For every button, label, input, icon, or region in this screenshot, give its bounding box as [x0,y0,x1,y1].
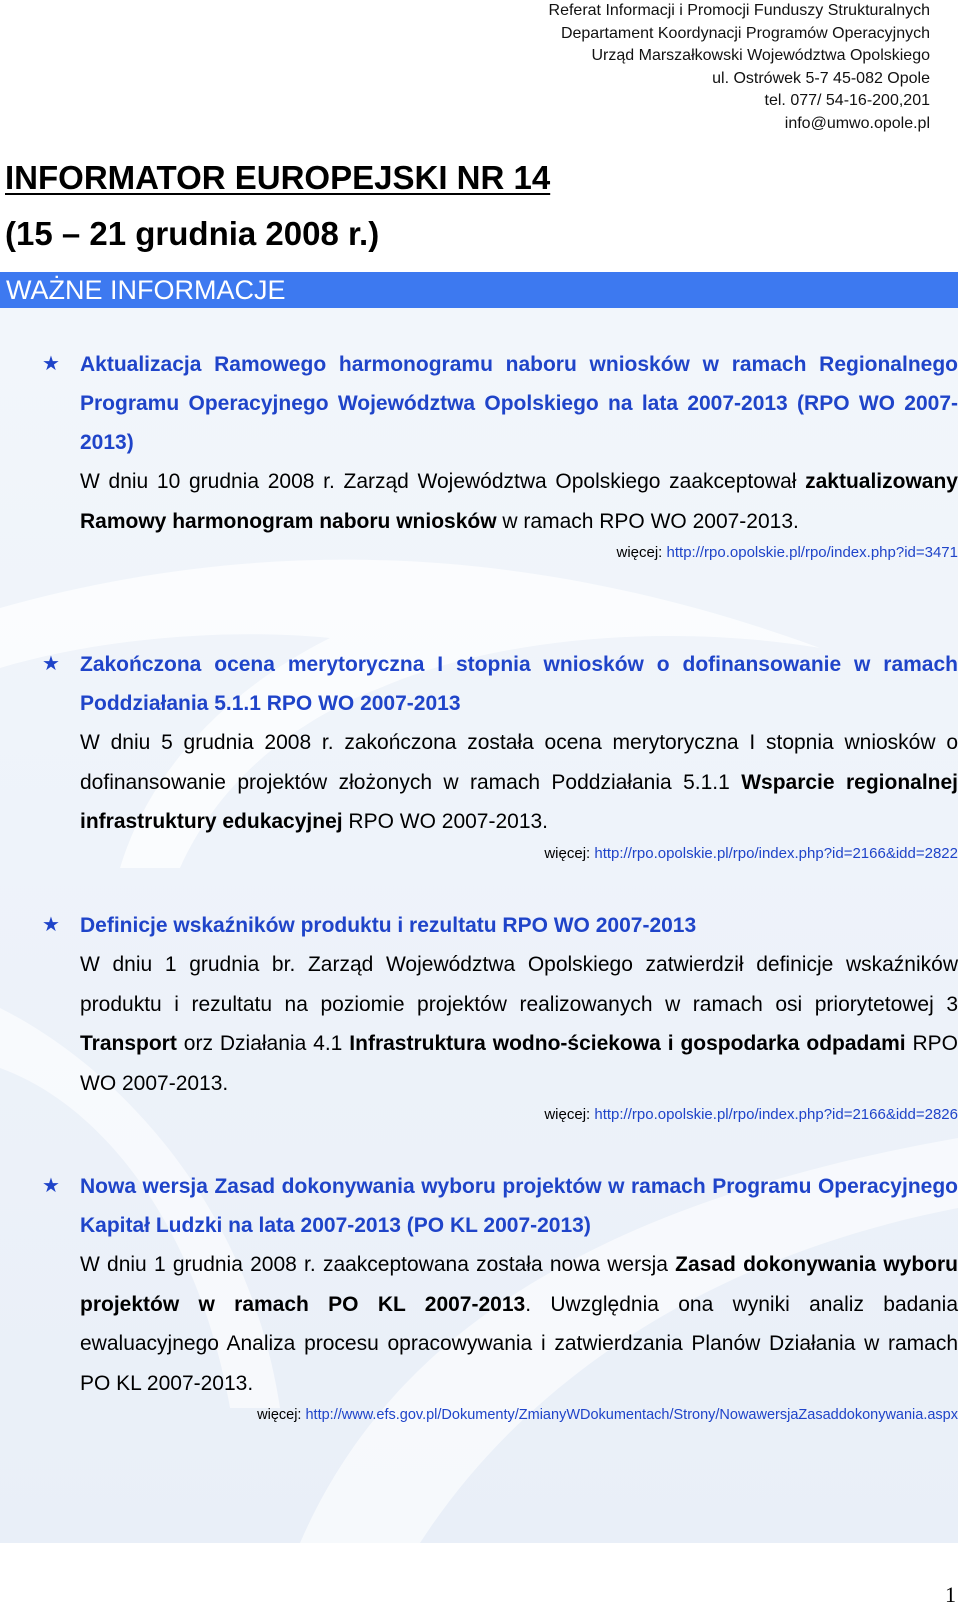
more-link-row: więcej: http://rpo.opolskie.pl/rpo/index.php?id=2166&idd=2826 [544,1106,958,1123]
title-line-1: INFORMATOR EUROPEJSKI NR 14 [5,159,551,196]
section-banner: WAŻNE INFORMACJE [0,272,958,308]
more-link[interactable]: http://www.efs.gov.pl/Dokumenty/ZmianyWDokumentach/Strony/NowawersjaZasaddokonywania.aspx [305,1407,958,1423]
page-number: 1 [945,1582,956,1607]
news-body: W dniu 1 grudnia 2008 r. zaakceptowana została nowa wersja Zasad dokonywania wyboru projektów w ramach PO KL 2007-2013. Uwzględnia ona wyniki analiz badania ewaluacyjnego Analiza procesu opracowywania i zatwierdzania Planów Działania w ramach PO KL 2007-2013. [80,1253,959,1395]
more-link[interactable]: http://rpo.opolskie.pl/rpo/index.php?id=2166&idd=2826 [594,1106,958,1123]
more-link-row: więcej: http://rpo.opolskie.pl/rpo/index.php?id=2166&idd=2822 [544,844,958,862]
news-heading: Zakończona ocena merytoryczna I stopnia wniosków o dofinansowanie w ramach Poddziałania 5.1.1 RPO WO 2007-2013 [80,653,958,715]
news-heading: Aktualizacja Ramowego harmonogramu naboru wniosków w ramach Regionalnego Programu Operacyjnego Województwa Opolskiego na lata 2007-2013 (RPO WO 2007-2013) [80,353,958,454]
more-link[interactable]: http://rpo.opolskie.pl/rpo/index.php?id=3471 [666,544,958,561]
star-bullet-icon: ★ [42,1175,60,1197]
header-line: info@umwo.opole.pl [784,114,930,132]
news-body: W dniu 5 grudnia 2008 r. zakończona została ocena merytoryczna I stopnia wniosków o dofinansowanie projektów złożonych w ramach Poddziałania 5.1.1 Wsparcie regionalnej infrastruktury edukacyjnej RPO WO 2007-2013. [80,731,959,833]
star-bullet-icon: ★ [42,653,60,675]
header-line: tel. 077/ 54-16-200,201 [764,92,930,109]
header-line: ul. Ostrówek 5-7 45-082 Opole [712,69,930,87]
news-item [0,906,958,1127]
header-line: Referat Informacji i Promocji Funduszy Strukturalnych [548,2,930,19]
news-body: W dniu 1 grudnia br. Zarząd Województwa Opolskiego zatwierdził definicje wskaźników produktu i rezultatu na poziomie projektów realizowanych w ramach osi priorytetowej 3 Transport orz Działania 4.1 Infrastruktura wodno-ściekowa i gospodarka odpadami RPO WO 2007-2013. [80,953,959,1095]
more-link-row: więcej: http://www.efs.gov.pl/Dokumenty/ZmianyWDokumentach/Strony/NowawersjaZasaddokonywania.aspx [257,1407,958,1423]
news-body: W dniu 10 grudnia 2008 r. Zarząd Województwa Opolskiego zaakceptował zaktualizowany Ramowy harmonogram naboru wniosków w ramach RPO WO 2007-2013. [80,470,958,533]
document-title [5,150,550,262]
header-line: Urząd Marszałkowski Województwa Opolskiego [591,47,930,64]
header-line: Departament Koordynacji Programów Operacyjnych [560,24,930,42]
news-item [0,1167,958,1427]
contact-header [549,0,930,135]
news-item [0,345,958,565]
news-item [0,645,958,866]
news-heading: Nowa wersja Zasad dokonywania wyboru projektów w ramach Programu Operacyjnego Kapitał Ludzki na lata 2007-2013 (PO KL 2007-2013) [80,1175,958,1237]
more-link[interactable]: http://rpo.opolskie.pl/rpo/index.php?id=2166&idd=2822 [594,844,958,862]
title-line-2: (15 – 21 grudnia 2008 r.) [5,215,380,252]
star-bullet-icon: ★ [42,353,60,375]
news-heading: Definicje wskaźników produktu i rezultatu RPO WO 2007-2013 [80,914,697,937]
more-link-row: więcej: http://rpo.opolskie.pl/rpo/index.php?id=3471 [616,544,958,561]
star-bullet-icon: ★ [42,914,60,936]
